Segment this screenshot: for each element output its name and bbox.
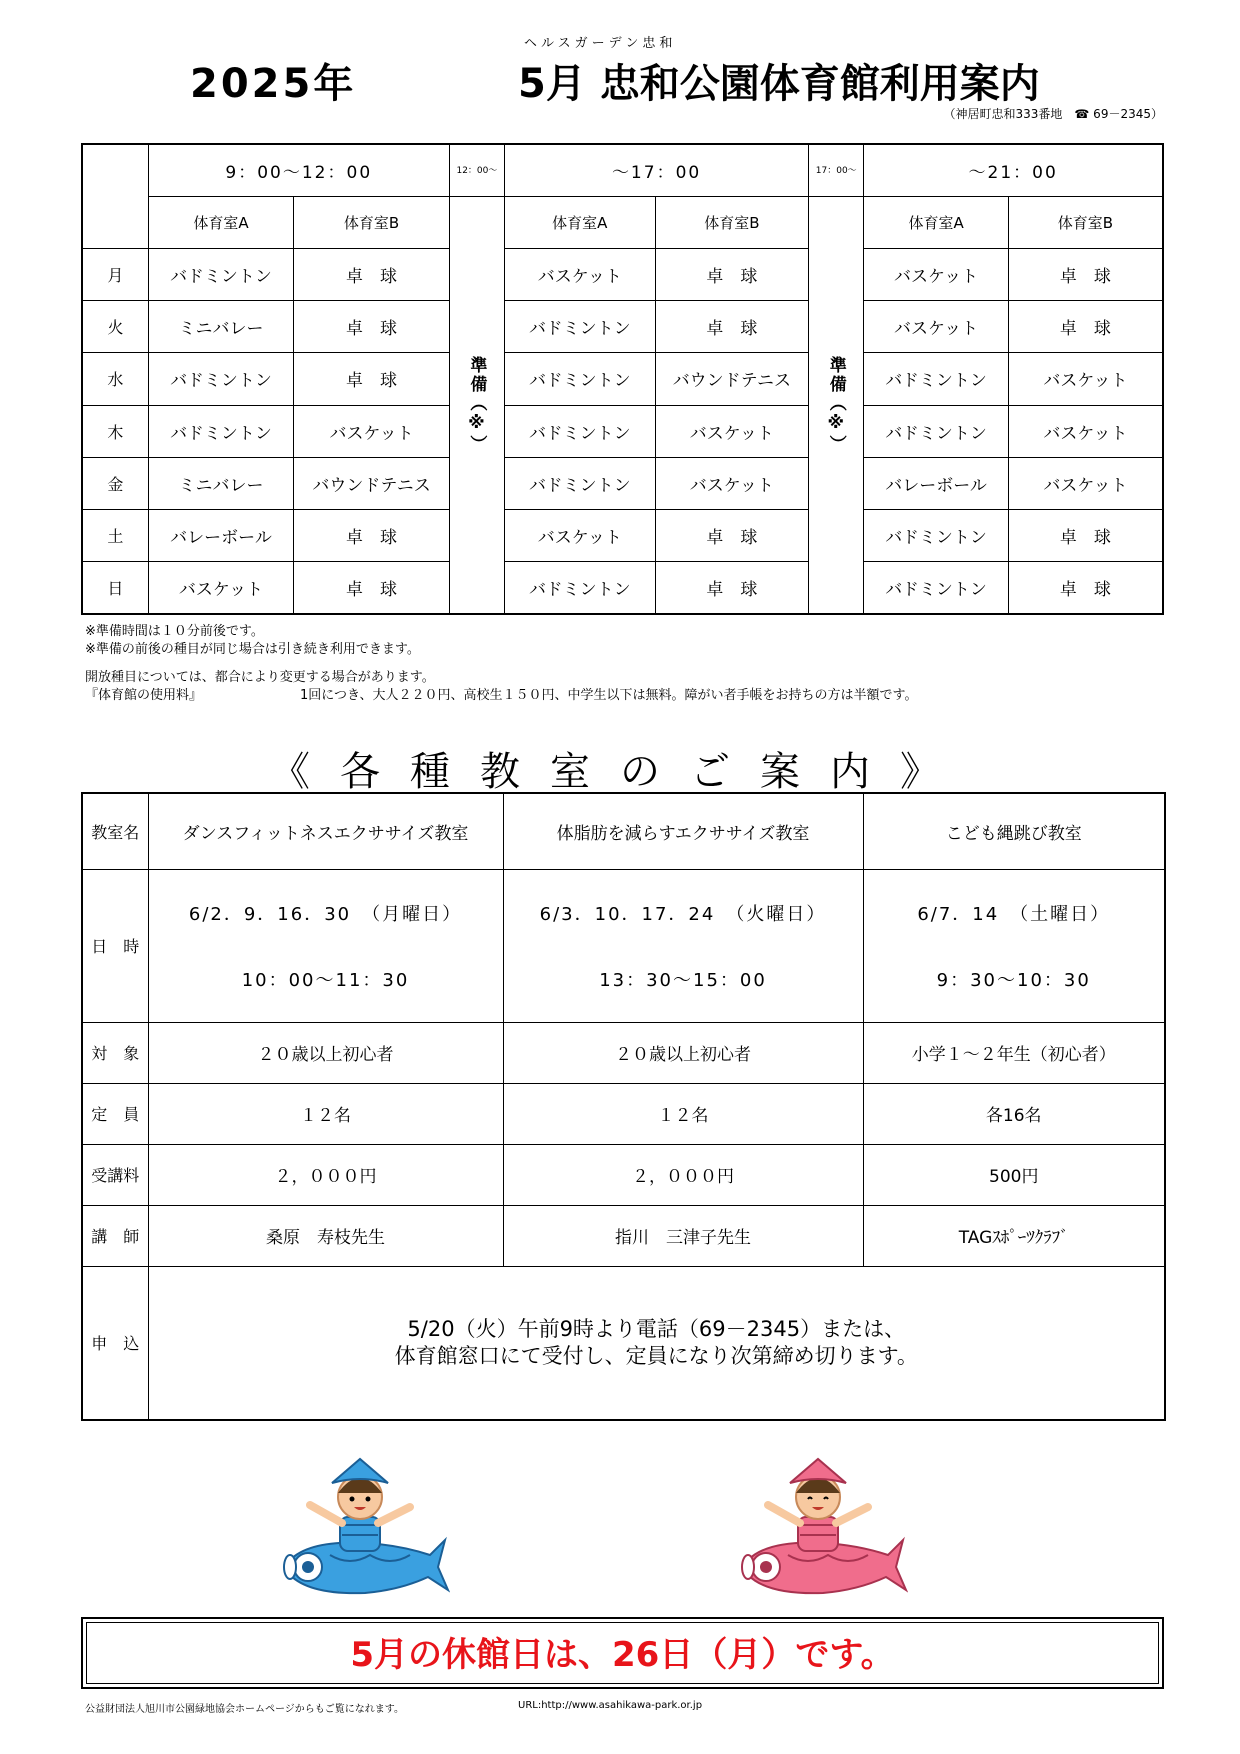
class-name: ダンスフィットネスエクササイズ教室 bbox=[148, 793, 503, 869]
room-b-header: 体育室B bbox=[294, 196, 450, 248]
room-a-header: 体育室A bbox=[864, 196, 1009, 248]
table-cell: バドミントン bbox=[864, 353, 1009, 405]
table-row bbox=[82, 562, 1163, 614]
table-cell: 卓 球 bbox=[294, 248, 450, 300]
table-row bbox=[82, 248, 1163, 300]
table-cell: バドミントン bbox=[148, 405, 294, 457]
class-fee: 500円 bbox=[863, 1144, 1165, 1205]
note-schedule-change: 開放種目については、都合により変更する場合があります。 bbox=[85, 670, 435, 685]
table-cell: 卓 球 bbox=[294, 562, 450, 614]
apply-line-1: 5/20（火）午前9時より電話（69－2345）または、 bbox=[407, 1316, 906, 1341]
row-label-capacity: 定 員 bbox=[82, 1083, 148, 1144]
table-cell: 卓 球 bbox=[1008, 301, 1163, 353]
room-b-header: 体育室B bbox=[1008, 196, 1163, 248]
footer-url[interactable]: URL:http://www.asahikawa-park.or.jp bbox=[518, 1700, 703, 1711]
table-row bbox=[82, 457, 1163, 509]
apply-line-2: 体育館窓口にて受付し、定員になり次第締め切ります。 bbox=[394, 1343, 918, 1368]
year-label: 2025年 bbox=[190, 61, 357, 107]
room-a-header: 体育室A bbox=[148, 196, 294, 248]
table-cell: バドミントン bbox=[505, 457, 656, 509]
apply-info bbox=[148, 1266, 1165, 1420]
table-cell: バスケット bbox=[505, 510, 656, 562]
time-block-afternoon: ～17：00 bbox=[505, 144, 809, 196]
class-instructor: 指川 三津子先生 bbox=[503, 1205, 863, 1266]
table-cell: 卓 球 bbox=[1008, 510, 1163, 562]
table-cell: バスケット bbox=[294, 405, 450, 457]
table-cell: バレーボール bbox=[148, 510, 294, 562]
class-capacity: １２名 bbox=[503, 1083, 863, 1144]
class-dates: 6/7．14 （土曜日） bbox=[917, 903, 1111, 925]
prep-column-noon: 準備（※） bbox=[449, 196, 504, 614]
class-capacity: １２名 bbox=[148, 1083, 503, 1144]
class-name: こども縄跳び教室 bbox=[863, 793, 1165, 869]
prep-time-evening: 17：00～ bbox=[809, 144, 864, 196]
table-cell: バドミントン bbox=[505, 353, 656, 405]
class-time: 13：30～15：00 bbox=[599, 969, 767, 991]
schedule-table bbox=[81, 143, 1164, 615]
table-row bbox=[82, 793, 1165, 869]
table-cell: バスケット bbox=[864, 248, 1009, 300]
table-cell: バドミントン bbox=[505, 405, 656, 457]
table-cell: バレーボール bbox=[864, 457, 1009, 509]
table-cell: 卓 球 bbox=[655, 562, 809, 614]
class-fee: ２，０００円 bbox=[148, 1144, 503, 1205]
row-label-target: 対 象 bbox=[82, 1022, 148, 1083]
day-label: 土 bbox=[82, 510, 148, 562]
fee-label: 『体育館の使用料』 bbox=[85, 688, 203, 703]
class-capacity: 各16名 bbox=[863, 1083, 1165, 1144]
class-dates: 6/3．10．17．24 （火曜日） bbox=[539, 903, 827, 925]
table-cell: バスケット bbox=[148, 562, 294, 614]
day-label: 月 bbox=[82, 248, 148, 300]
page-title: 5月 忠和公園体育館利用案内 bbox=[518, 61, 1040, 107]
table-cell: ミニバレー bbox=[148, 457, 294, 509]
class-target: ２０歳以上初心者 bbox=[148, 1022, 503, 1083]
class-instructor: 桑原 寿枝先生 bbox=[148, 1205, 503, 1266]
koinobori-girl-illustration bbox=[728, 1455, 908, 1605]
table-row bbox=[82, 1205, 1165, 1266]
table-row bbox=[82, 1083, 1165, 1144]
table-cell: バウンドテニス bbox=[294, 457, 450, 509]
table-cell: ミニバレー bbox=[148, 301, 294, 353]
day-label: 日 bbox=[82, 562, 148, 614]
table-cell: 卓 球 bbox=[655, 510, 809, 562]
note-prep-same-sport: ※準備の前後の種目が同じ場合は引き続き利用できます。 bbox=[85, 642, 420, 657]
day-label: 金 bbox=[82, 457, 148, 509]
row-label-datetime: 日 時 bbox=[82, 869, 148, 1022]
table-cell: 卓 球 bbox=[1008, 562, 1163, 614]
class-datetime bbox=[503, 869, 863, 1022]
table-cell: 卓 球 bbox=[294, 353, 450, 405]
table-row bbox=[82, 1144, 1165, 1205]
day-label: 火 bbox=[82, 301, 148, 353]
class-target: ２０歳以上初心者 bbox=[503, 1022, 863, 1083]
table-cell: バドミントン bbox=[505, 301, 656, 353]
table-cell: バドミントン bbox=[864, 510, 1009, 562]
table-cell: バスケット bbox=[864, 301, 1009, 353]
day-label: 木 bbox=[82, 405, 148, 457]
time-block-evening: ～21：00 bbox=[864, 144, 1163, 196]
class-instructor: TAGｽﾎﾟｰﾂｸﾗﾌﾞ bbox=[863, 1205, 1165, 1266]
room-a-header: 体育室A bbox=[505, 196, 656, 248]
table-cell: バスケット bbox=[655, 405, 809, 457]
koinobori-boy-illustration bbox=[270, 1455, 450, 1605]
table-cell: バスケット bbox=[1008, 353, 1163, 405]
classes-table bbox=[81, 792, 1166, 1421]
table-cell: バドミントン bbox=[864, 562, 1009, 614]
classes-heading: 《各種教室のご案内》 bbox=[270, 749, 970, 795]
closed-day-box bbox=[81, 1617, 1164, 1689]
address-phone: （神居町忠和333番地 ☎ 69－2345） bbox=[943, 107, 1163, 121]
table-row bbox=[82, 353, 1163, 405]
row-label-name: 教室名 bbox=[82, 793, 148, 869]
table-row bbox=[82, 869, 1165, 1022]
table-cell: バスケット bbox=[1008, 405, 1163, 457]
day-label: 水 bbox=[82, 353, 148, 405]
row-label-fee: 受講料 bbox=[82, 1144, 148, 1205]
table-cell: バスケット bbox=[1008, 457, 1163, 509]
class-datetime bbox=[863, 869, 1165, 1022]
table-cell: バドミントン bbox=[505, 562, 656, 614]
prep-time-noon: 12：00～ bbox=[449, 144, 504, 196]
table-row bbox=[82, 301, 1163, 353]
title-furigana: ヘルスガーデン忠和 bbox=[524, 36, 677, 51]
note-prep-time: ※準備時間は１０分前後です。 bbox=[85, 624, 264, 639]
closed-day-notice: 5月の休館日は、26日（月）です。 bbox=[350, 1635, 895, 1675]
table-cell: バドミントン bbox=[864, 405, 1009, 457]
class-time: 10：00～11：30 bbox=[241, 969, 410, 991]
table-row bbox=[82, 1022, 1165, 1083]
table-cell: 卓 球 bbox=[294, 301, 450, 353]
class-dates: 6/2．9．16．30 （月曜日） bbox=[188, 903, 463, 925]
class-name: 体脂肪を減らすエクササイズ教室 bbox=[503, 793, 863, 869]
table-cell: 卓 球 bbox=[294, 510, 450, 562]
corner-cell bbox=[82, 144, 148, 248]
time-block-morning: 9：00～12：00 bbox=[148, 144, 449, 196]
table-row bbox=[82, 510, 1163, 562]
table-cell: 卓 球 bbox=[655, 248, 809, 300]
table-row bbox=[82, 1266, 1165, 1420]
table-row bbox=[82, 405, 1163, 457]
row-label-instructor: 講 師 bbox=[82, 1205, 148, 1266]
class-time: 9：30～10：30 bbox=[936, 969, 1091, 991]
table-cell: バドミントン bbox=[148, 248, 294, 300]
fee-text: 1回につき、大人２２０円、高校生１５０円、中学生以下は無料。障がい者手帳をお持ちの方は半額です。 bbox=[300, 688, 918, 703]
table-cell: バスケット bbox=[505, 248, 656, 300]
table-cell: バスケット bbox=[655, 457, 809, 509]
table-cell: 卓 球 bbox=[655, 301, 809, 353]
prep-column-evening: 準備（※） bbox=[809, 196, 864, 614]
table-cell: バウンドテニス bbox=[655, 353, 809, 405]
footer-org: 公益財団法人旭川市公園緑地協会ホームページからもご覧になれます。 bbox=[85, 1704, 404, 1715]
table-cell: 卓 球 bbox=[1008, 248, 1163, 300]
class-datetime bbox=[148, 869, 503, 1022]
row-label-apply: 申 込 bbox=[82, 1266, 148, 1420]
table-cell: バドミントン bbox=[148, 353, 294, 405]
room-b-header: 体育室B bbox=[655, 196, 809, 248]
class-target: 小学１～２年生（初心者） bbox=[863, 1022, 1165, 1083]
class-fee: ２，０００円 bbox=[503, 1144, 863, 1205]
